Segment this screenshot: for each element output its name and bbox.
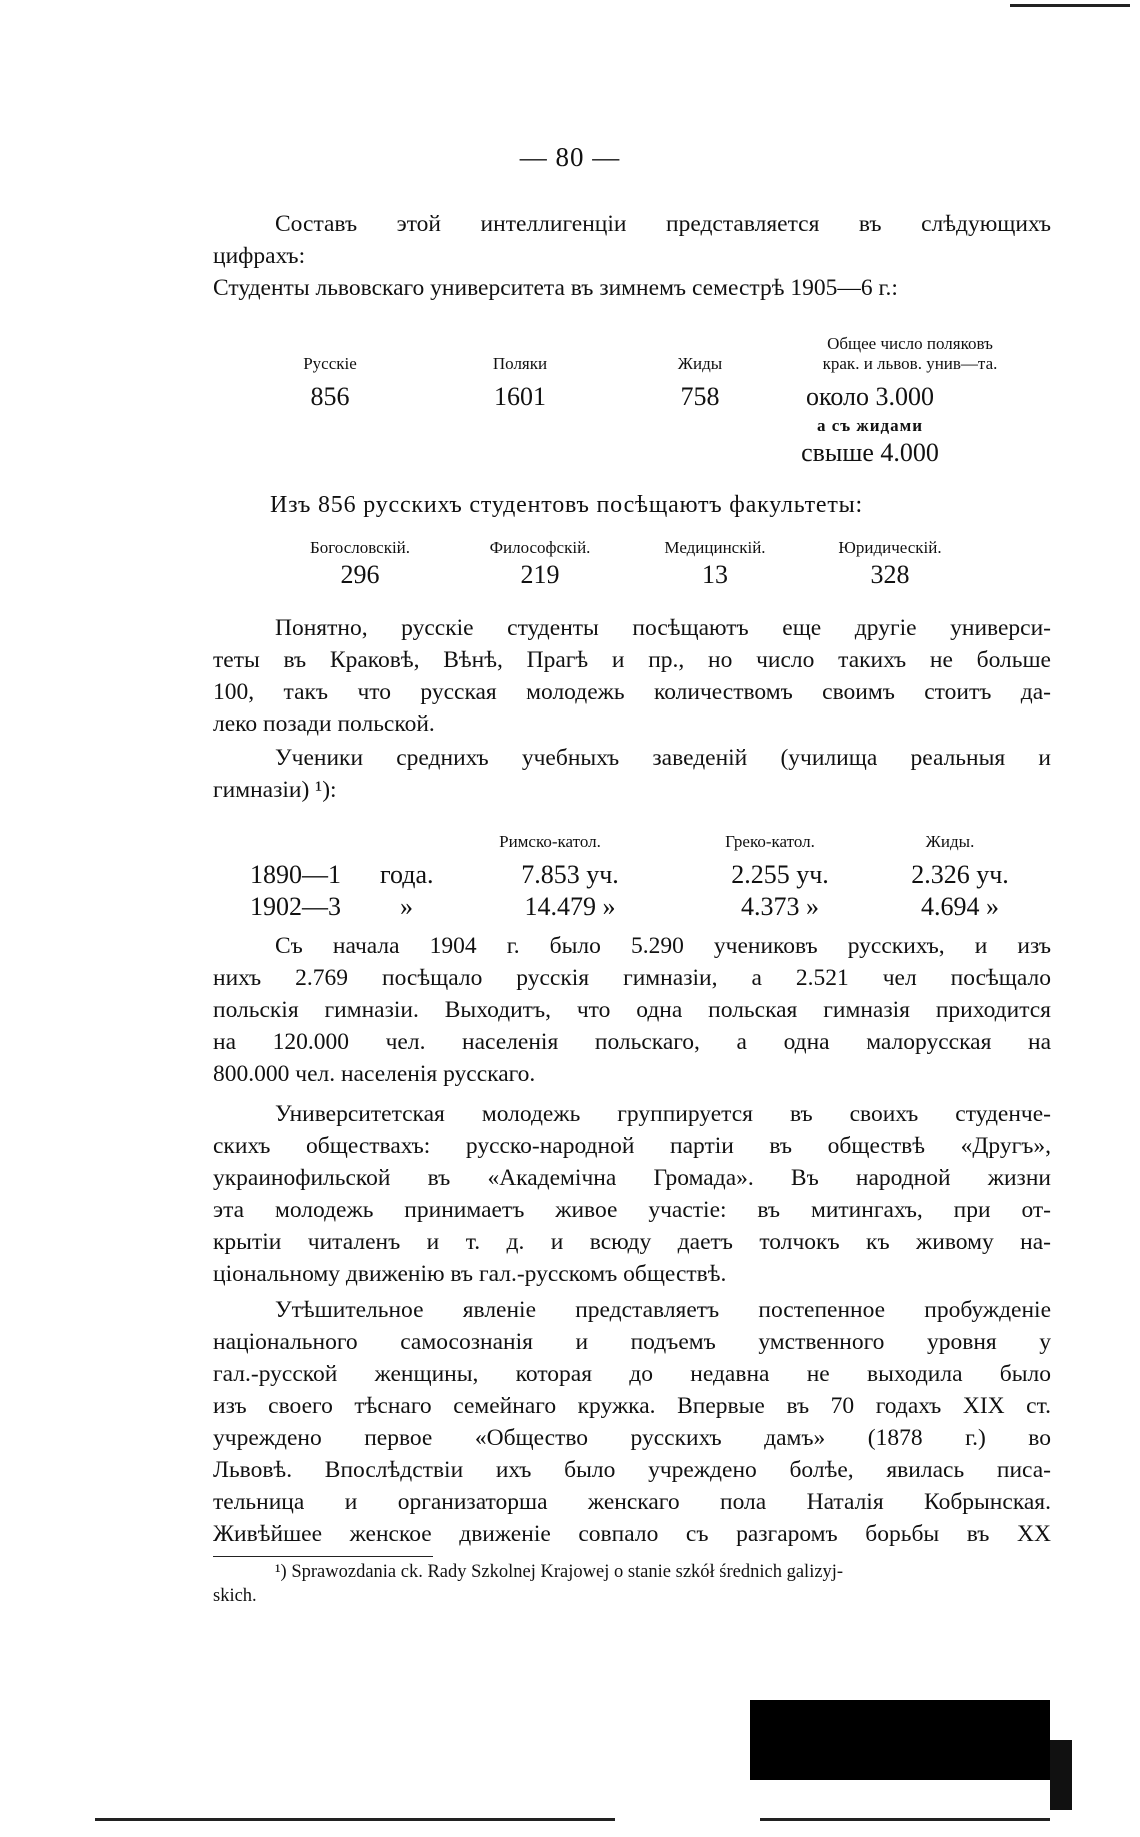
table-row-suffix: » <box>400 892 413 921</box>
footnote-line: ¹) Sprawozdania ck. Rady Szkolnej Krajowej o stanie szkół średnich galizyj- <box>275 1562 844 1582</box>
table-header: Философскій. <box>489 538 591 557</box>
scan-edge-mark-top <box>1010 4 1130 7</box>
text-line: крытіи читаленъ и т. д. и всюду даетъ толчокъ къ живому на- <box>213 1229 1051 1255</box>
text-line: гал.-русской женщины, которая до недавна не выходила было <box>213 1361 1051 1387</box>
table-cell: 4.694 » <box>921 892 999 921</box>
paragraph <box>213 612 1051 740</box>
text-line: нихъ 2.769 посѣщало русскія гимназіи, а 2.521 чел посѣщало <box>213 965 1051 991</box>
text-line: эта молодежь принимаетъ живое участіе: въ митингахъ, при от- <box>213 1197 1051 1223</box>
text-line: Львовѣ. Впослѣдствіи ихъ было учреждено болѣе, явилась писа- <box>213 1457 1051 1483</box>
text-line: Утѣшительное явленіе представляетъ постепенное пробужденіе <box>275 1297 1051 1323</box>
table-cell: 856 <box>310 382 350 411</box>
faculties-heading: Изъ 856 русскихъ студентовъ посѣщаютъ факультеты: <box>270 492 864 518</box>
footnote-line: skich. <box>213 1586 257 1606</box>
text-line: національного самосознанія и подъемъ умственного уровня у <box>213 1329 1051 1355</box>
footnote <box>213 1560 1051 1608</box>
text-line: украинофильской въ «Академічна Громада». Въ народной жизни <box>213 1165 1051 1191</box>
table-header: Жиды. <box>925 832 975 851</box>
intro-text <box>213 208 1051 304</box>
table-header: Медицинскій. <box>664 538 766 557</box>
text-line: изъ своего тѣснаго семейнаго кружка. Впервые въ 70 годахъ XIX ст. <box>213 1393 1051 1419</box>
table-cell: 7.853 уч. <box>521 860 619 889</box>
scan-edge-mark-bottom-right <box>760 1818 1050 1821</box>
text-line: скихъ обществахъ: русско-народной партіи въ обществѣ «Другъ», <box>213 1133 1051 1159</box>
table-cell: около 3.000 <box>806 382 934 411</box>
table-cell: 2.326 уч. <box>911 860 1009 889</box>
text-line: Живѣйшее женское движеніе совпало съ разгаромъ борьбы въ XX <box>213 1521 1051 1547</box>
text-line: Университетская молодежь группируется въ своихъ студенче- <box>275 1101 1051 1127</box>
text-line: Съ начала 1904 г. было 5.290 учениковъ русскихъ, и изъ <box>275 933 1051 959</box>
table-cell: 1601 <box>494 382 546 411</box>
table-cell: 219 <box>520 560 560 589</box>
scan-edge-mark-bottom-left <box>95 1818 615 1821</box>
table-header: Поляки <box>492 354 548 373</box>
table-cell: 758 <box>680 382 720 411</box>
text-line: гимназіи) ¹): <box>213 777 337 803</box>
table-row-year: 1902—3 <box>250 892 341 921</box>
ink-blot <box>750 1700 1050 1780</box>
table-cell: 2.255 уч. <box>731 860 829 889</box>
table-header: Русскіе <box>303 354 357 373</box>
text-line: теты въ Краковѣ, Вѣнѣ, Прагѣ и пр., но число такихъ не больше <box>213 647 1051 673</box>
table-header: Юридическій. <box>838 538 942 557</box>
text-line: Понятно, русскіе студенты посѣщаютъ еще другіе универси- <box>275 615 1051 641</box>
table-header: крак. и львов. унив—та. <box>822 354 998 373</box>
text-line: 800.000 чел. населенія русскаго. <box>213 1061 536 1087</box>
paragraph <box>213 1098 1051 1290</box>
text-line: на 120.000 чел. населенія польскаго, а одна малорусская на <box>213 1029 1051 1055</box>
page-number: — 80 — <box>519 142 621 172</box>
text-line: польскія гимназіи. Выходитъ, что одна польская гимназія приходится <box>213 997 1051 1023</box>
table-cell: 14.479 » <box>524 892 616 921</box>
text-line: 100, такъ что русская молодежь количествомъ своимъ стоитъ да- <box>213 679 1051 705</box>
text-line: Ученики среднихъ учебныхъ заведеній (училища реальныя и <box>275 745 1051 771</box>
paragraph <box>213 930 1051 1090</box>
text-line: Студенты львовскаго университета въ зимнемъ семестрѣ 1905—6 г.: <box>213 275 898 301</box>
text-line: Составъ этой интеллигенціи представляется въ слѣдующихъ <box>275 211 1051 237</box>
table-cell: 13 <box>702 560 728 589</box>
table-header: Римско-катол. <box>499 832 601 851</box>
table-header: Греко-катол. <box>725 832 815 851</box>
text-line: тельница и организаторша женскаго пола Наталія Кобрынская. <box>213 1489 1051 1515</box>
table-cell: 296 <box>340 560 380 589</box>
table-note: а съ жидами <box>816 416 924 435</box>
table-cell: свыше 4.000 <box>801 438 939 467</box>
table-cell: 4.373 » <box>741 892 819 921</box>
paragraph <box>213 742 1051 806</box>
table-header: Жиды <box>677 354 723 373</box>
text-line: цифрахъ: <box>213 243 306 269</box>
table-row-year: 1890—1 <box>250 860 341 889</box>
paragraph <box>213 1294 1051 1550</box>
text-line: учреждено первое «Общество русскихъ дамъ» (1878 г.) во <box>213 1425 1051 1451</box>
footnote-divider <box>213 1556 433 1557</box>
table-header: Общее число поляковъ <box>827 334 993 353</box>
ink-blot-edge <box>1050 1740 1072 1810</box>
table-header: Богословскій. <box>309 538 411 557</box>
text-line: леко позади польской. <box>213 711 435 737</box>
text-line: ціональному движенію въ гал.-русскомъ обществѣ. <box>213 1261 727 1287</box>
table-row-suffix: года. <box>380 860 434 889</box>
table-cell: 328 <box>870 560 910 589</box>
